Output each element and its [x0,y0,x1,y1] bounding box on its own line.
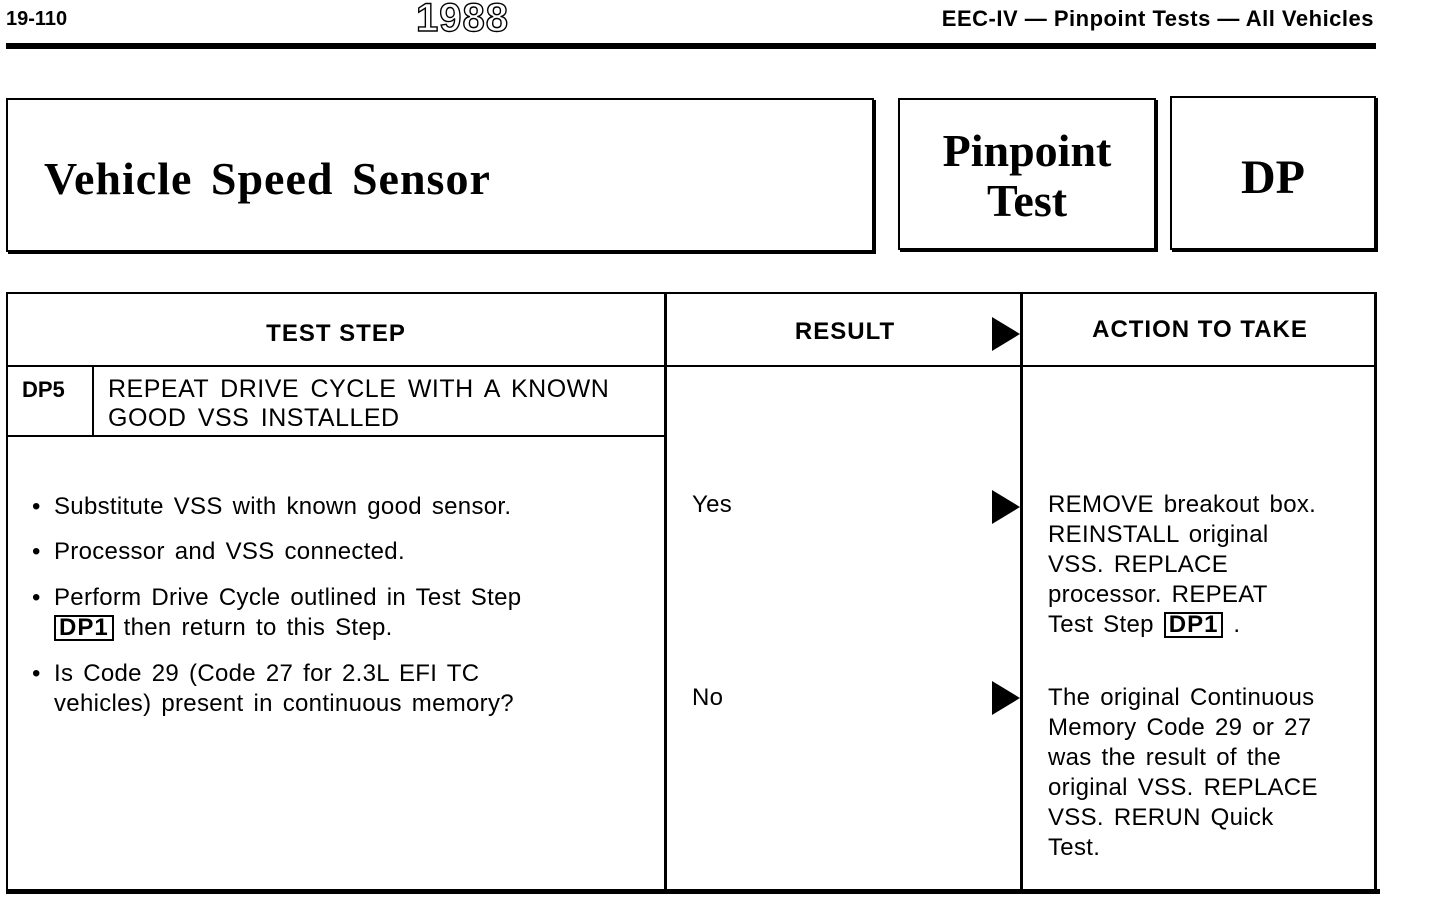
bullet-item [32,492,652,522]
table-top-border [6,292,1376,294]
action-line: VSS. RERUN Quick [1048,804,1274,831]
bullet-dot-icon: • [32,584,41,611]
header-rule [6,43,1376,49]
bullet-text [54,583,652,643]
column-header-action: ACTION TO TAKE [1092,316,1308,343]
bullet-text [54,659,652,719]
step-title-line1: REPEAT DRIVE CYCLE WITH A KNOWN [108,375,610,403]
table-bottom-border [6,889,1380,894]
step-title-bottom-border [6,435,666,437]
page-number: 19-110 [6,8,68,30]
step-reference-box: DP1 [1164,612,1224,638]
action-line: VSS. REPLACE [1048,551,1229,578]
bullet-text-rest: then return to this Step. [123,614,393,641]
action-line: Memory Code 29 or 27 [1048,714,1312,741]
step-title [108,375,658,433]
step-id-divider [92,365,94,437]
bullet-text: Substitute VSS with known good sensor. [54,493,512,520]
bullet-text-line: vehicles) present in continuous memory? [54,690,514,717]
bullet-dot-icon: • [32,493,41,520]
bullet-dot-icon: • [32,538,41,565]
column-divider-2 [1020,292,1023,892]
action-line: original VSS. REPLACE [1048,774,1318,801]
action-line [1048,610,1368,640]
action-line: The original Continuous [1048,684,1315,711]
pinpoint-test-label-line1: Pinpoint [942,125,1112,176]
bullet-text-line: Is Code 29 (Code 27 for 2.3L EFI TC [54,660,480,687]
result-no: No [692,684,724,711]
bullet-text: Processor and VSS connected. [54,538,405,565]
bullet-text-line [54,613,652,643]
result-yes: Yes [692,491,733,518]
step-title-line2: GOOD VSS INSTALLED [108,404,400,432]
action-line: REMOVE breakout box. [1048,491,1317,518]
column-header-test-step: TEST STEP [266,320,406,347]
bullet-text-line: Perform Drive Cycle outlined in Test Step [54,584,522,611]
action-yes [1048,490,1368,640]
pinpoint-test-label-line2: Test [986,175,1068,226]
test-code: DP [1241,151,1305,204]
step-id: DP5 [22,377,65,402]
action-line: REINSTALL original [1048,521,1269,548]
result-yes-arrow-icon [992,490,1020,524]
bullet-item [32,659,652,719]
table-left-border [6,292,8,892]
column-divider-1 [664,292,667,892]
page-title: Vehicle Speed Sensor [44,153,491,204]
action-prefix: Test Step [1048,611,1154,638]
header-arrow-icon [992,317,1020,351]
action-line: was the result of the [1048,744,1282,771]
action-line: processor. REPEAT [1048,581,1268,608]
table-right-border [1374,292,1377,892]
bullet-item [32,583,652,643]
action-line: Test. [1048,834,1101,861]
bullet-item [32,537,652,567]
step-reference-box: DP1 [54,615,114,641]
action-no [1048,683,1368,863]
pinpoint-test-label [898,126,1156,226]
action-suffix: . [1233,611,1241,638]
bullet-dot-icon: • [32,660,41,687]
result-no-arrow-icon [992,681,1020,715]
column-header-result: RESULT [794,318,896,345]
section-title: EEC-IV — Pinpoint Tests — All Vehicles [941,6,1374,31]
table-header-bottom-border [6,365,1376,367]
year-label: 1988 [416,0,509,40]
